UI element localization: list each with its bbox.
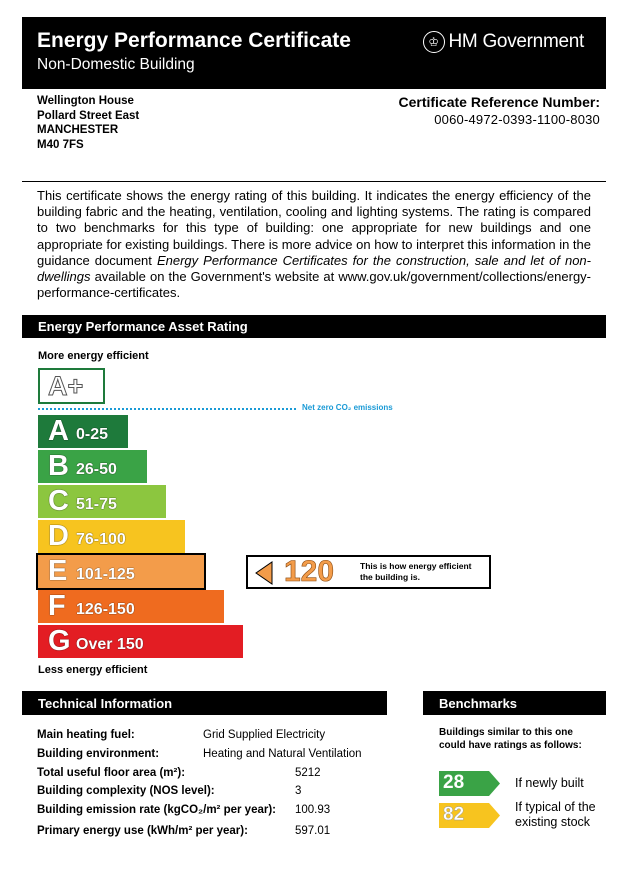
tech-value: Grid Supplied Electricity	[203, 729, 326, 741]
building-address	[37, 94, 139, 152]
band-c	[38, 485, 166, 518]
band-letter: E	[48, 555, 68, 587]
net-zero-label: Net zero CO₂ emissions	[302, 403, 393, 412]
reference-label: Certificate Reference Number:	[398, 94, 600, 110]
tech-value: 3	[295, 785, 302, 797]
benchmark-existing-label	[515, 800, 596, 829]
tech-key: Primary energy use (kWh/m² per year):	[37, 825, 248, 837]
intro-text: This certificate shows the energy rating of this building. It indicates the energy efficiency of the building fabric and the heating, ventilation, cooling and lighting systems. The rating is compared to two benchmarks for this type of building: one appropriate for new buildings and one appropriate for existing buildings. There is more advice on how to interpret this information in the guidance document	[37, 188, 591, 268]
note-line: This is how energy efficient	[360, 561, 472, 571]
label-line: existing stock	[515, 814, 591, 829]
band-letter: A	[48, 415, 69, 447]
current-rating-value: 120	[284, 555, 335, 588]
rating-arrow-icon	[254, 561, 274, 585]
intro-text: available on the Government's website at www.gov.uk/government/collections/energy-performance-certificates.	[37, 269, 591, 301]
gov-label: HM Government	[448, 31, 584, 52]
tech-value: 100.93	[295, 804, 331, 816]
band-f	[38, 590, 224, 623]
band-range: 126-150	[76, 600, 135, 618]
section-title: Technical Information	[38, 695, 173, 711]
more-efficient-label: More energy efficient	[38, 350, 149, 362]
net-zero-line	[38, 408, 296, 410]
band-e	[38, 555, 204, 588]
tech-value: Heating and Natural Ventilation	[203, 748, 362, 760]
address-line: MANCHESTER	[37, 124, 119, 136]
certificate-reference	[398, 94, 600, 127]
tech-row-floor-area	[37, 767, 185, 779]
band-b	[38, 450, 147, 483]
band-range: Over 150	[76, 635, 144, 653]
label-line: If typical of the	[515, 800, 596, 814]
band-letter: C	[48, 485, 69, 517]
address-line: Pollard Street East	[37, 109, 140, 122]
benchmark-new-label: If newly built	[515, 776, 584, 790]
page-subtitle: Non-Domestic Building	[37, 56, 195, 73]
benchmark-new-value: 28	[443, 772, 465, 793]
section-title: Energy Performance Asset Rating	[38, 319, 248, 334]
tech-key: Building complexity (NOS level):	[37, 785, 215, 797]
benchmarks-intro: Buildings similar to this one could have ratings as follows:	[439, 727, 582, 751]
royal-crest-icon: ♔	[423, 31, 445, 53]
hm-government-logo	[423, 31, 584, 53]
tech-row-environment	[37, 748, 159, 760]
tech-row-complexity	[37, 785, 215, 797]
benchmarks-header	[423, 691, 606, 715]
address-line: Wellington House	[37, 95, 134, 107]
aplus-label: A+	[48, 370, 84, 401]
reference-number: 0060-4972-0393-1100-8030	[434, 112, 600, 127]
tech-row-emission-rate	[37, 804, 276, 816]
band-d	[38, 520, 185, 553]
tech-key: Total useful floor area (m²):	[37, 767, 186, 779]
page-title: Energy Performance Certificate	[37, 29, 351, 52]
tech-key: Building emission rate (kgCO₂/m² per year):	[37, 804, 276, 816]
benchmark-existing-value: 82	[443, 804, 465, 825]
tech-key: Main heating fuel:	[37, 729, 135, 741]
current-rating-indicator	[246, 555, 491, 589]
address-line: M40 7FS	[37, 138, 84, 151]
band-letter: D	[48, 520, 69, 552]
band-letter: G	[48, 625, 71, 657]
technical-info-header	[22, 691, 387, 715]
band-g	[38, 625, 243, 658]
band-range: 0-25	[76, 425, 109, 443]
tech-key: Building environment:	[37, 748, 160, 760]
tech-value: 5212	[295, 767, 321, 779]
band-range: 51-75	[76, 495, 117, 513]
band-letter: B	[48, 450, 69, 482]
band-letter: F	[48, 590, 66, 622]
note-line: the building is.	[360, 572, 420, 582]
band-a	[38, 415, 128, 448]
aplus-band	[38, 368, 105, 404]
tech-row-fuel	[37, 729, 135, 741]
divider	[22, 181, 606, 182]
band-range: 76-100	[76, 530, 126, 548]
certificate-header	[22, 17, 606, 89]
asset-rating-header	[22, 315, 606, 338]
tech-value: 597.01	[295, 825, 331, 837]
tech-row-primary-energy	[37, 825, 248, 837]
section-title: Benchmarks	[439, 695, 518, 711]
intro-paragraph	[37, 188, 591, 301]
guidance-document-title: Energy Performance Certificates for the construction, sale and let of non-dwellings	[37, 252, 591, 285]
less-efficient-label: Less energy efficient	[38, 664, 148, 676]
current-rating-note	[360, 561, 471, 583]
band-range: 101-125	[76, 565, 135, 583]
band-range: 26-50	[76, 460, 117, 478]
